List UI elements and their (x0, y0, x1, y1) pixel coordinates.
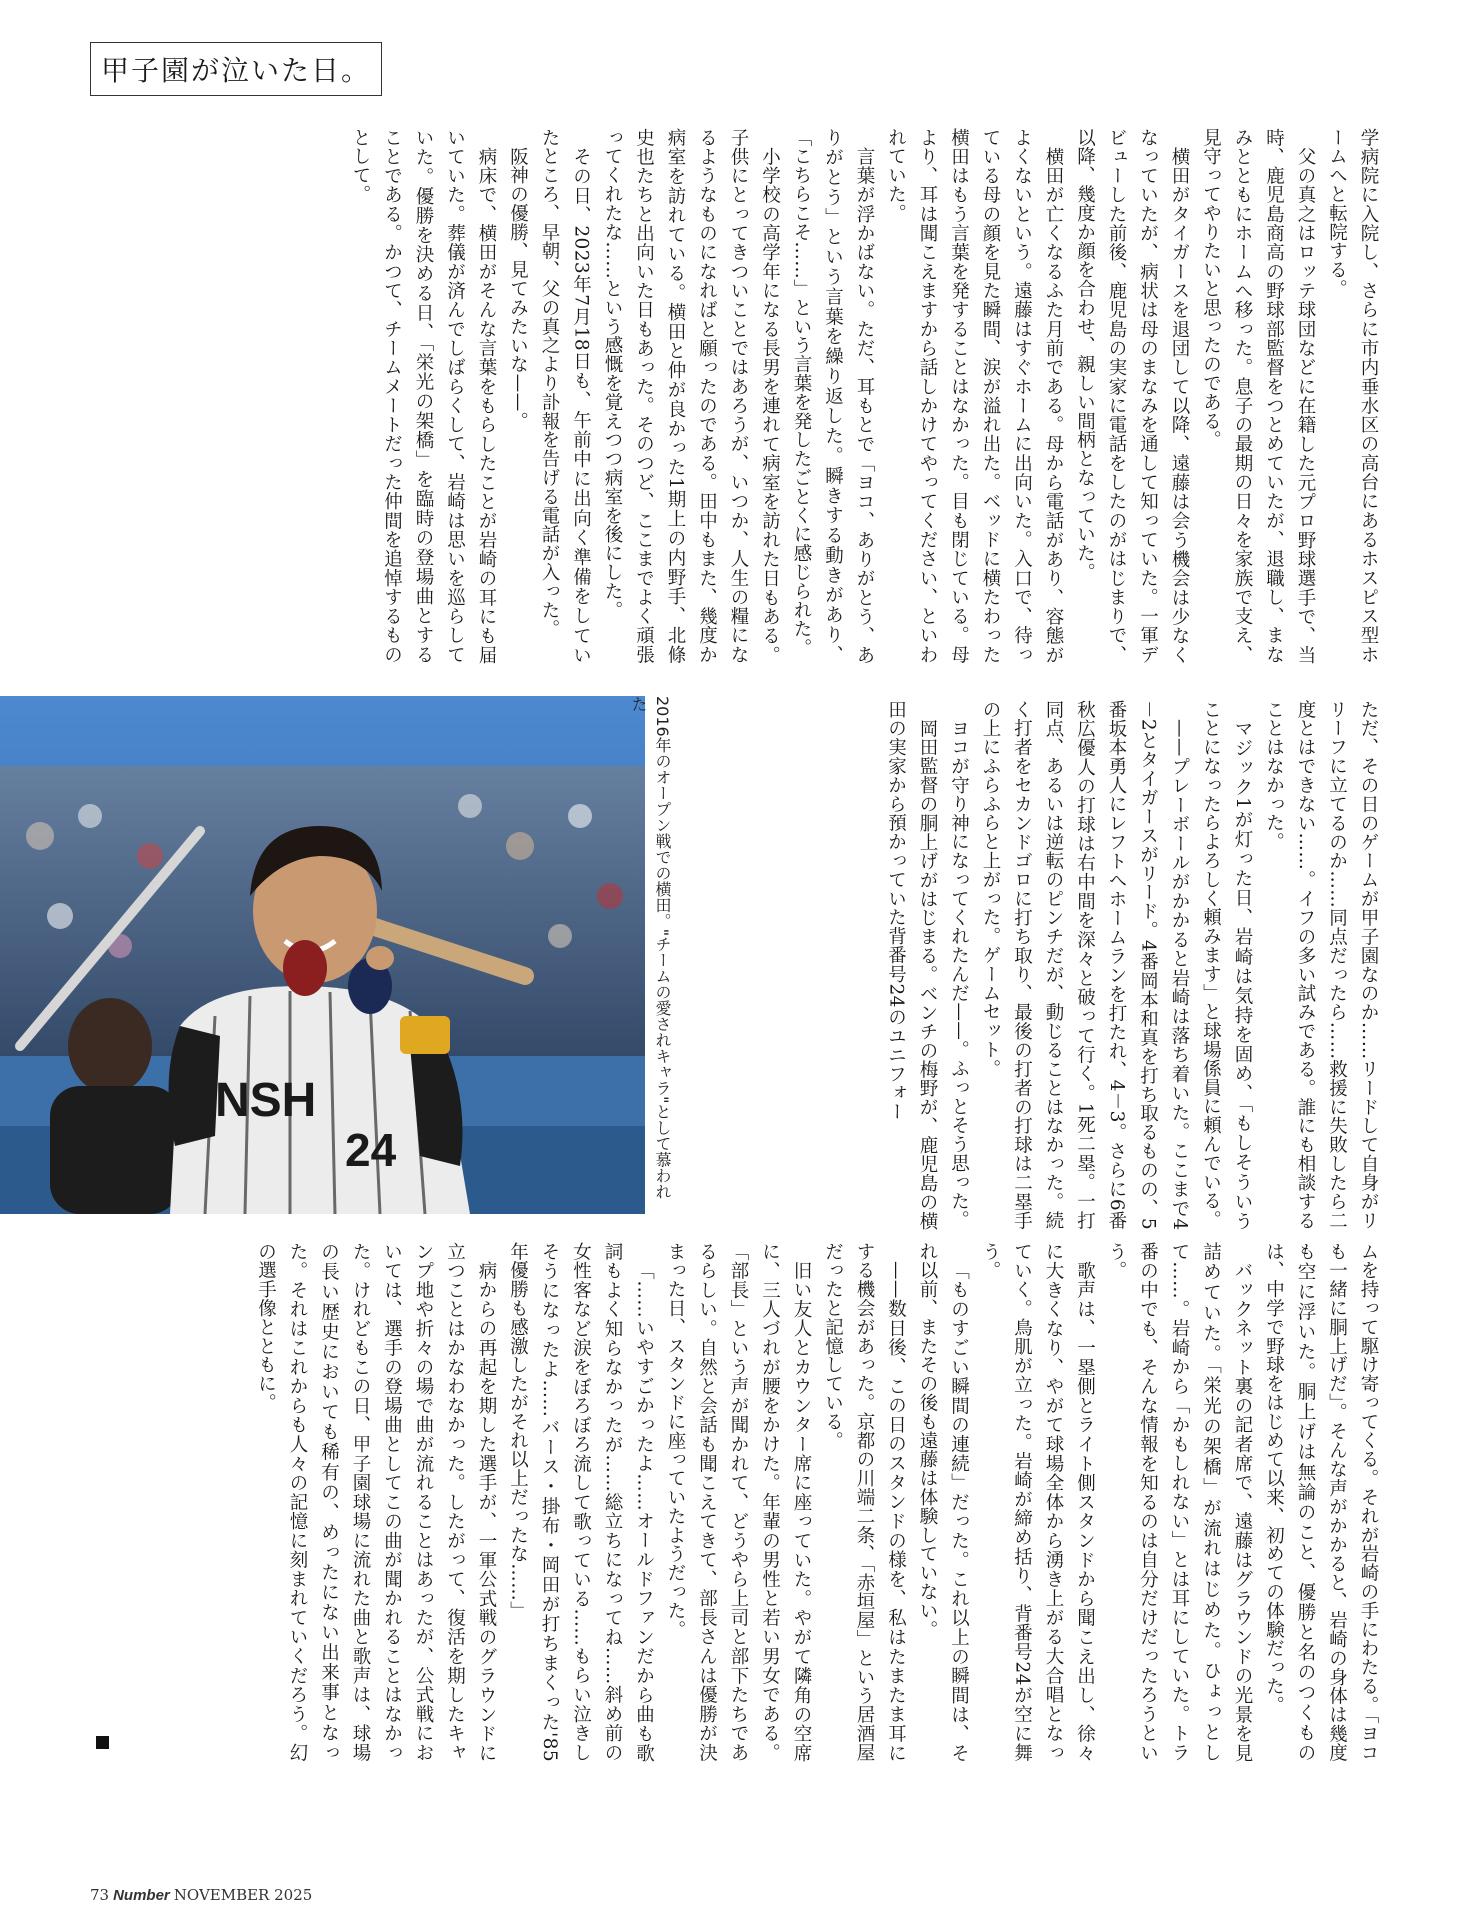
end-mark-icon (96, 1736, 109, 1749)
issue-date: NOVEMBER 2025 (173, 1886, 313, 1904)
paragraph: 父の真之はロッテ球団などに在籍した元プロ野球選手で、当時、鹿児島商高の野球部監督をつとめていたが、退職し、まなみとともにホームへ移った。息子の最期の日々を家族で支え、見守ってやりたいと思ったのである。 (1200, 128, 1316, 664)
page-title: 甲子園が泣いた日。 (90, 42, 382, 96)
paragraph: 旧い友人とカウンター席に座っていた。やがて隣角の空席に、三人づれが腰をかけた。年輩の男性と若い男女である。「部長」という声が聞かれて、どうやら上司と部下たちであるらしい。自然と会話も聞こえてきて、部長さんは優勝が決まった日、スタンドに座っていたようだった。 (665, 1242, 812, 1762)
paragraph: ムを持って駆け寄ってくる。それが岩崎の手にわたる。「ヨコも一緒に胴上げだ」。そんな声がかかると、岩崎の身体は幾度も空に浮いた。胴上げは無論のこと、優勝と名のつくものは、中学で野球をはじめて以来、初めての体験だった。 (1263, 1242, 1379, 1762)
paragraph: ただ、その日のゲームが甲子園なのか……リードして自身がリリーフに立てるのか……同点だったら……救援に失敗したら二度とはできない……。イフの多い試みである。誰にも相談することはなかった。 (1263, 700, 1379, 1230)
jersey-number: 24 (345, 1124, 397, 1176)
paragraph: 小学校の高学年になる長男を連れて病室を訪れた日もある。子供にとってきついことではあろうが、いつか、人生の糧になるようなものになればと願ったのである。田中もまた、幾度か病室を訪れている。横田と仲が良かった1期上の内野手、北條史也たちと出向いた日もあった。そのつど、ここまでよく頑張ってくれたな……という感慨を覚えつつ病室を後にした。 (602, 128, 781, 664)
paragraph: 病からの再起を期した選手が、一軍公式戦のグラウンドに立つことはかなわなかった。したがって、復活を期したキャンプ地や折々の場で曲が流れることはあったが、公式戦においては、選手の登場曲としてこの曲が聞かれることはなかった。けれどもこの日、甲子園球場に流れた曲と歌声は、球場の長い歴史においても稀有の、めったにない出来事となった。それはこれからも人々の記憶に刻まれていくだろう。幻の選手像とともに。 (255, 1242, 497, 1762)
paragraph: ——数日後、この日のスタンドの様を、私はたまたま耳にする機会があった。京都の川端二条、「赤垣屋」という居酒屋だったと記憶している。 (822, 1242, 907, 1762)
player-photo (0, 696, 645, 1214)
paragraph: ヨコが守り神になってくれたんだ——。ふっとそう思った。 (948, 718, 970, 1229)
article-column-bottom (74, 1242, 1384, 1762)
paragraph: 岡田監督の胴上げがはじまる。ベンチの梅野が、鹿児島の横田の実家から預かっていた背番号24のユニフォー (885, 700, 938, 1230)
paragraph: 「ものすごい瞬間の連続」だった。これ以上の瞬間は、それ以前、またその後も遠藤は体験していない。 (917, 1242, 970, 1762)
paragraph: 歌声は、一塁側とライト側スタンドから聞こえ出し、徐々に大きくなり、やがて球場全体から湧き上がる大合唱となっていく。鳥肌が立った。岩崎が締め括り、背番号24が空に舞う。 (980, 1242, 1096, 1762)
page-footer (90, 1886, 312, 1904)
article-column-middle (744, 700, 1384, 1230)
photo-caption: 2016年のオープン戦での横田。"チームの愛されキャラ"として慕われた (629, 696, 672, 1200)
paragraph: 阪神の優勝、見てみたいな——。 (507, 146, 529, 430)
article-column-top (74, 128, 1384, 664)
paragraph: バックネット裏の記者席で、遠藤はグラウンドの光景を見詰めていた。「栄光の架橋」が流れはじめた。ひょっとして……。岩崎から「かもしれない」とは耳にしていた。トラ番の中でも、そんな情報を知るのは自分だけだったろうという。 (1106, 1242, 1253, 1762)
tiger-logo-icon (400, 1016, 450, 1054)
magazine-brand: Number (113, 1887, 170, 1904)
page-number: 73 (90, 1886, 110, 1904)
paragraph: 病床で、横田がそんな言葉をもらしたことが岩崎の耳にも届いていた。葬儀が済んでしばらくして、岩崎は思いを巡らしていた。優勝を決める日、「栄光の架橋」を臨時の登場曲とすることである。かつて、チームメートだった仲間を追悼するものとして。 (350, 128, 497, 664)
paragraph: 言葉が浮かばない。ただ、耳もとで「ヨコ、ありがとう、ありがとう」という言葉を繰り返した。瞬きする動きがあり、「こちらこそ……」という言葉を発したごとくに感じられた。 (791, 128, 875, 664)
paragraph: 学病院に入院し、さらに市内垂水区の高台にあるホスピス型ホームへと転院する。 (1326, 128, 1379, 664)
player-photo-illustration (0, 696, 645, 1214)
paragraph: 横田が亡くなるふた月前である。母から電話があり、容態がよくないという。遠藤はすぐホームに出向いた。入口で、待っている母の顔を見た瞬間、涙が溢れ出た。ベッドに横たわった横田はもう言葉を発することはなかった。目も閉じている。母より、耳は聞こえますから話しかけてやってください、といわれていた。 (885, 128, 1064, 664)
paragraph: ——プレーボールがかかると岩崎は落ち着いた。ここまで4－2とタイガースがリード。4番岡本和真を打ち取るものの、5番坂本勇人にレフトへホームランを打たれ、4－3。さらに6番秋広優人の打球は右中間を深々と破って行く。1死二塁。一打同点、あるいは逆転のピンチだが、動じることはなかった。続く打者をセカンドゴロに打ち取り、最後の打者の打球は二塁手の上にふらふらと上がった。ゲームセット。 (980, 700, 1190, 1230)
paragraph: マジック1が灯った日、岩崎は気持を固め、「もしそういうことになったらよろしく頼みます」と球場係員に頼んでいる。 (1200, 700, 1253, 1230)
paragraph: その日、2023年7月18日も、午前中に出向く準備をしていたところ、早朝、父の真之より訃報を告げる電話が入った。 (539, 128, 592, 664)
paragraph: 横田がタイガースを退団して以降、遠藤は会う機会は少なくなっていたが、病状は母のまなみを通して知っていた。一軍デビューした前後、鹿児島の実家に電話をしたのがはじまりで、以降、幾度か顔を合わせ、親しい間柄となっていた。 (1074, 128, 1190, 664)
paragraph: 「……いやすごかったよ……オールドファンだから曲も歌詞もよく知らなかったが……総立ちになってね……斜め前の女性客など涙をぼろぼろ流して歌っている……もらい泣きしそうになったよ……バース・掛布・岡田が打ちまくった'85年優勝も感激したがそれ以上だったな……」 (507, 1242, 655, 1762)
jersey-letters: NSH (215, 1074, 317, 1127)
